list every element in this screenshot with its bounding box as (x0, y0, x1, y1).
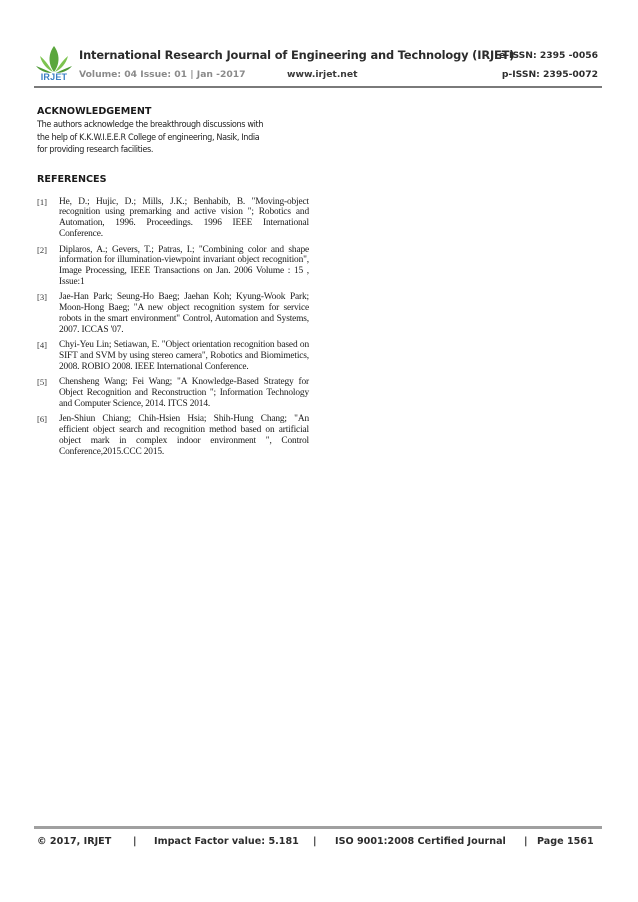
acknowledgement-line: the help of K.K.W.I.E.E.R College of engineering, Nasik, India (37, 132, 260, 143)
reference-text: Jen-Shiun Chiang; Chih-Hsien Hsia; Shih-Hung Chang; "An efficient object search and recognition method based on artificial object mark in complex indoor environment ", Control Conference,2015.CCC 2015. (59, 414, 309, 457)
reference-number: [5] (37, 377, 48, 388)
logo-wordmark: IRJET (40, 72, 68, 82)
footer-impact-factor: Impact Factor value: 5.181 (154, 836, 299, 847)
reference-text: Diplaros, A.; Gevers, T.; Patras, I.; "Combining color and shape information for illumination-viewpoint invariant object recognition", Image Processing, IEEE Transactions on Jan. 2006 Volume : 15 , Issue:1 (59, 244, 309, 287)
reference-number: [1] (37, 196, 48, 207)
reference-number: [3] (37, 292, 48, 303)
acknowledgement-line: The authors acknowledge the breakthrough discussions with (37, 120, 264, 130)
reference-number: [6] (37, 414, 48, 425)
e-issn: e-ISSN: 2395 -0056 (499, 50, 598, 61)
header-divider (34, 86, 602, 88)
acknowledgement-heading: ACKNOWLEDGEMENT (37, 106, 152, 117)
journal-website-link[interactable]: www.irjet.net (287, 69, 358, 80)
p-issn: p-ISSN: 2395-0072 (501, 69, 598, 80)
reference-item (37, 377, 309, 409)
footer-divider (34, 826, 602, 829)
main-column (37, 106, 309, 462)
reference-item (37, 245, 309, 288)
reference-item (37, 292, 309, 335)
reference-text: He, D.; Hujic, D.; Mills, J.K.; Benhabib, B. "Moving-object recognition using premarking and active vision "; Robotics and Automation, 1996. Proceedings. 1996 IEEE International Conference. (59, 196, 309, 239)
reference-text: Jae-Han Park; Seung-Ho Baeg; Jaehan Koh; Kyung-Wook Park; Moon-Hong Baeg; "A new object recognition system for service robots in the smart environment" Control, Automation and Systems, 2007. ICCAS '07. (59, 292, 309, 335)
reference-text: Chensheng Wang; Fei Wang; "A Knowledge-Based Strategy for Object Recognition and Reconstruction "; Information Technology and Computer Science, 2014. ITCS 2014. (59, 377, 309, 409)
footer-separator: | (133, 836, 137, 847)
reference-text: Chyi-Yeu Lin; Setiawan, E. "Object orientation recognition based on SIFT and SVM by using stereo camera", Robotics and Biomimetics, 2008. ROBIO 2008. IEEE International Conference. (59, 340, 309, 372)
footer-page-number: Page 1561 (537, 836, 594, 847)
reference-number: [2] (37, 244, 48, 255)
acknowledgement-body (37, 119, 309, 157)
volume-issue: Volume: 04 Issue: 01 | Jan -2017 (79, 69, 246, 80)
reference-item (37, 197, 309, 240)
journal-title: International Research Journal of Engineering and Technology (IRJET) (79, 48, 515, 62)
reference-number: [4] (37, 340, 48, 351)
footer-iso-certification: ISO 9001:2008 Certified Journal (335, 836, 506, 847)
references-heading: REFERENCES (37, 173, 107, 185)
reference-list (37, 197, 309, 457)
reference-item (37, 340, 309, 372)
footer-separator: | (524, 836, 528, 847)
acknowledgement-line: for providing research facilities. (37, 145, 154, 156)
footer-copyright: © 2017, IRJET (37, 836, 112, 847)
reference-item (37, 414, 309, 457)
footer-separator: | (313, 836, 317, 847)
